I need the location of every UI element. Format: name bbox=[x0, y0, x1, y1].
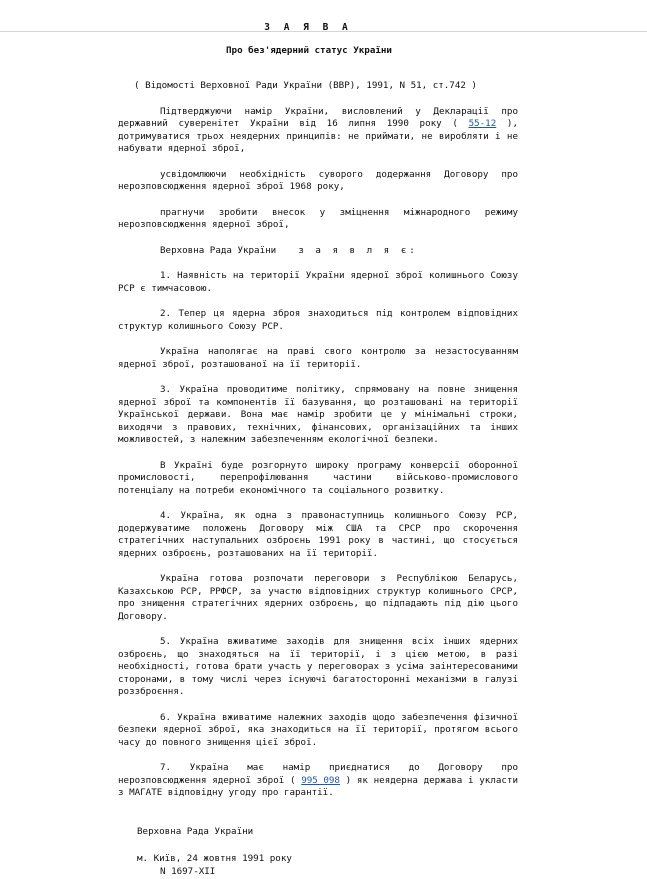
paragraph-preamble-2: усвідомлюючи необхідність суворого додержання Договору про нерозповсюдження ядерної зброї 1968 року, bbox=[118, 168, 518, 192]
law-link-55-12[interactable]: 55-12 bbox=[468, 118, 497, 129]
paragraph-item-2: 2. Тепер ця ядерна зброя знаходиться під контролем відповідних структур колишнього Союзу РСР. bbox=[118, 308, 518, 332]
paragraph-item-3-conversion: В Україні буде розгорнуто широку програму конверсії оборонної промисловості, перепрофілювання частини військово-промислового потенціалу на потреби економічного та соціального розвитку. bbox=[118, 459, 518, 496]
paragraph-declares: Верховна Рада України з а я в л я є: bbox=[160, 244, 418, 256]
signatory: Верховна Рада України bbox=[137, 826, 254, 837]
source-reference: ( Відомості Верховної Ради України (ВВР), 1991, N 51, ст.742 ) bbox=[134, 80, 477, 91]
paragraph-item-6: 6. Україна вживатиме належних заходів щодо забезпечення фізичної безпеки ядерної зброї, яка знаходиться на її території, протягом всього часу до повного знищення цієї зброї. bbox=[118, 711, 518, 748]
paragraph-item-5: 5. Україна вживатиме заходів для знищення всіх інших ядерних озброєнь, що знаходяться на її території, і з цією метою, в разі необхідності, готова брати участь у переговорах з усіма заінтересованими сторонами, в тому числі через існуючі багатосторонні механізми в галузі роззброєння. bbox=[118, 636, 518, 697]
paragraph-item-4-negotiations: Україна готова розпочати переговори з Республікою Беларусь, Казахською РСР, РРФСР, за участю відповідних структур колишнього СРСР, про знищення стратегічних ядерних озброєнь, що підпадають під дію цього Договору. bbox=[118, 573, 518, 622]
document-number: N 1697-XII bbox=[160, 866, 216, 877]
document-body bbox=[118, 80, 518, 813]
paragraph-item-4: 4. Україна, як одна з правонаступниць колишнього Союзу РСР, додержуватиме положень Договору між США та СРСР про скорочення стратегічних наступальних озброєнь 1991 року в частині, що стосується ядерних озброєнь, розташованих на її території. bbox=[118, 510, 518, 559]
paragraph-preamble-1: Підтверджуючи намір України, висловлений у Декларації про державний суверенітет України від 16 липня 1990 року ( 55-12 ), дотримуватися трьох неядерних принципів: не приймати, не виробляти і не набувати ядерної зброї, bbox=[118, 105, 518, 154]
document-subtitle: Про без'ядерний статус України bbox=[226, 45, 392, 56]
paragraph-item-1: 1. Наявність на території України ядерної зброї колишнього Союзу РСР є тимчасовою. bbox=[118, 270, 518, 294]
document-heading: З А Я В А bbox=[264, 22, 352, 33]
paragraph-item-7: 7. Україна має намір приєднатися до Договору про нерозповсюдження ядерної зброї ( 995_098 ) як неядерна держава і укласти з МАГАТЕ відповідну угоду про гарантії. bbox=[118, 762, 518, 798]
place-date: м. Київ, 24 жовтня 1991 року bbox=[137, 853, 292, 864]
paragraph-item-2-control: Україна наполягає на праві свого контролю за незастосуванням ядерної зброї, розташованої на її території. bbox=[118, 346, 518, 370]
treaty-link-995-098[interactable]: 995_098 bbox=[301, 774, 340, 786]
paragraph-preamble-3: прагнучи зробити внесок у зміцнення міжнародного режиму нерозповсюдження ядерної зброї, bbox=[118, 206, 518, 230]
paragraph-item-3: 3. Україна проводитиме політику, спрямовану на повне знищення ядерної зброї та компонентів її базування, що розташовані на території Української держави. Вона має намір зробити це у мінімальні строки, виходячи з правових, технічних, фінансових, організаційних та інших можливостей, з належним забезпеченням екологічної безпеки. bbox=[118, 384, 518, 445]
